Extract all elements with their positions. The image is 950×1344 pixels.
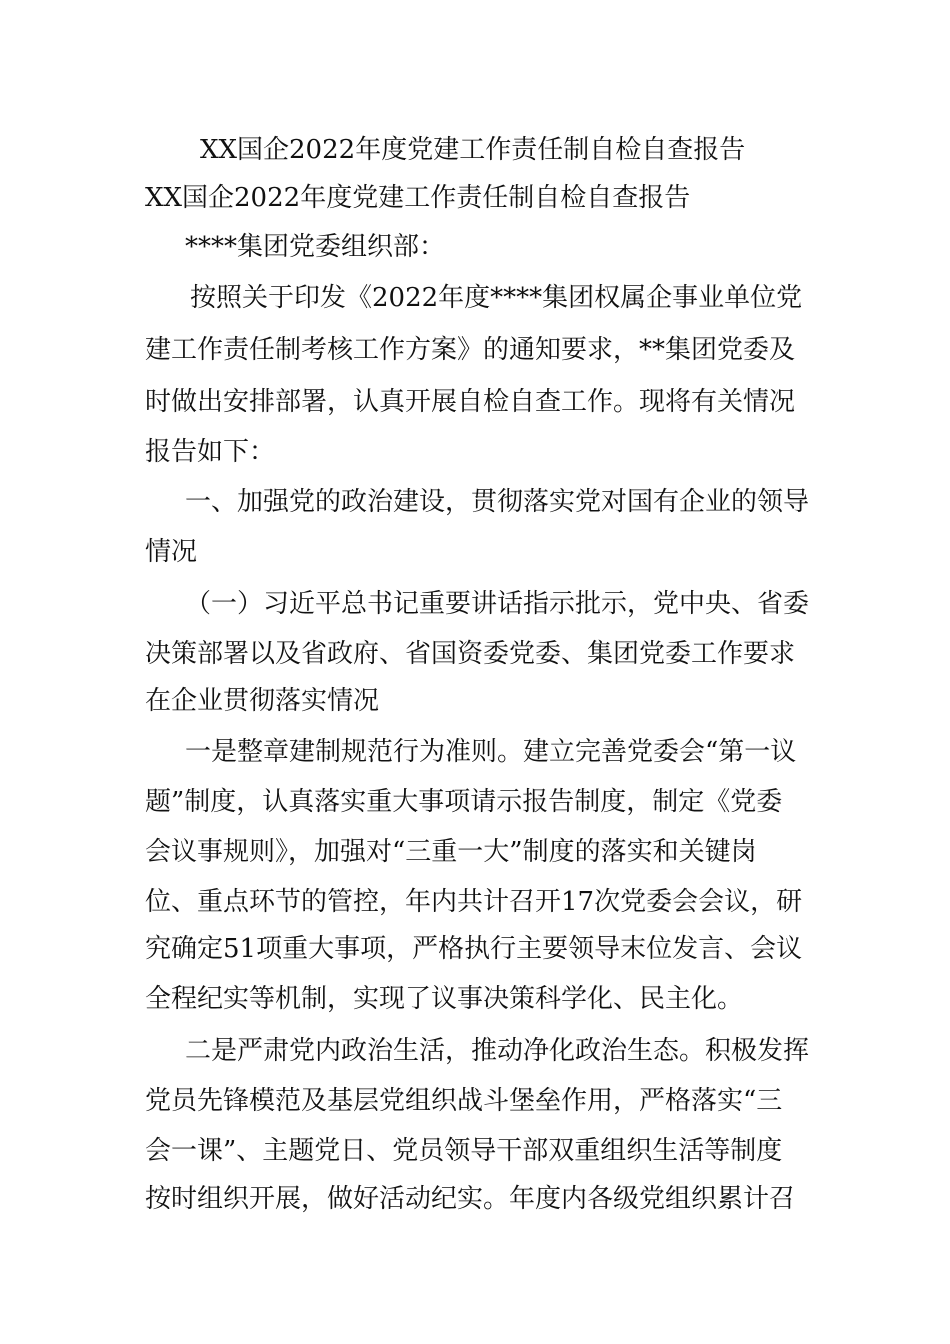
paragraph-line: 题”制度，认真落实重大事项请示报告制度，制定《党委 (145, 787, 783, 817)
section-heading-line: 一、加强党的政治建设，贯彻落实党对国有企业的领导 (185, 487, 810, 517)
section-heading-line: 情况 (145, 537, 198, 567)
paragraph-line: 按照关于印发《2022年度****集团权属企事业单位党 (190, 283, 803, 313)
subsection-heading-line: 在企业贯彻落实情况 (145, 686, 380, 716)
subsection-heading-line: （一）习近平总书记重要讲话指示批示，党中央、省委 (185, 589, 810, 619)
paragraph-line: 二是严肃党内政治生活，推动净化政治生态。积极发挥 (185, 1036, 810, 1066)
paragraph-line: 会议事规则》，加强对“三重一大”制度的落实和关键岗 (145, 837, 757, 867)
salutation: ****集团党委组织部： (185, 232, 446, 262)
paragraph-line: 时做出安排部署，认真开展自检自查工作。现将有关情况 (145, 387, 796, 417)
paragraph-line: 建工作责任制考核工作方案》的通知要求，**集团党委及 (145, 335, 796, 365)
paragraph-line: 按时组织开展，做好活动纪实。年度内各级党组织累计召 (145, 1184, 796, 1214)
paragraph-line: 党员先锋模范及基层党组织战斗堡垒作用，严格落实“三 (145, 1086, 783, 1116)
paragraph-line: 会一课”、主题党日、党员领导干部双重组织生活等制度 (145, 1136, 783, 1166)
paragraph-line: 报告如下： (145, 437, 276, 467)
paragraph-line: 位、重点环节的管控，年内共计召开17次党委会会议，研 (145, 887, 803, 917)
paragraph-line: 全程纪实等机制，实现了议事决策科学化、民主化。 (145, 984, 744, 1014)
paragraph-line: 究确定51项重大事项，严格执行主要领导末位发言、会议 (145, 934, 803, 964)
paragraph-line: 一是整章建制规范行为准则。建立完善党委会“第一议 (185, 737, 797, 767)
document-title: XX国企2022年度党建工作责任制自检自查报告 (200, 135, 746, 165)
document-subtitle: XX国企2022年度党建工作责任制自检自查报告 (145, 183, 691, 213)
subsection-heading-line: 决策部署以及省政府、省国资委党委、集团党委工作要求 (145, 639, 796, 669)
